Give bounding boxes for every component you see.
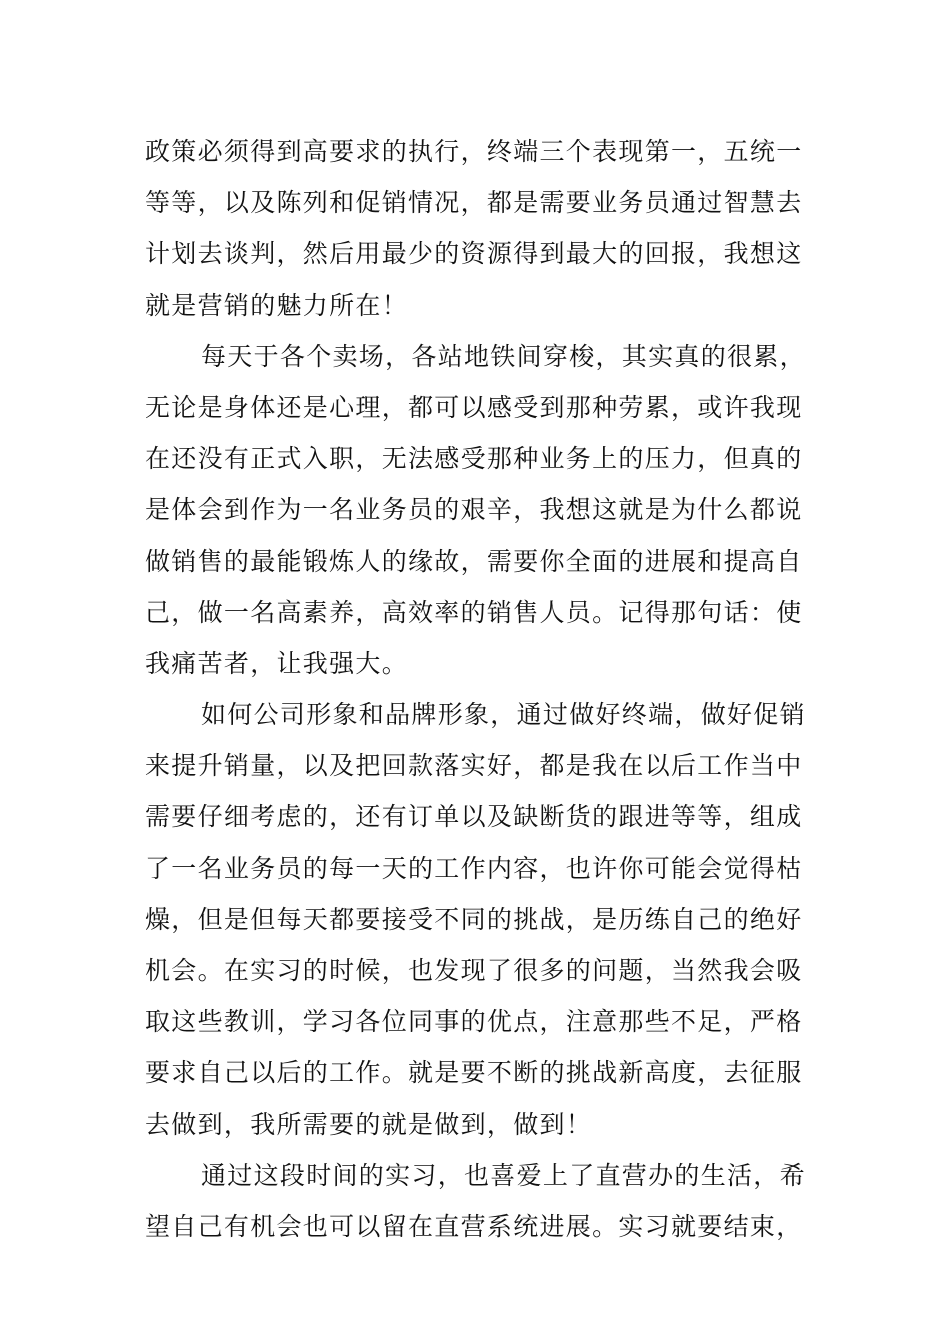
text-line: 无论是身体还是心理，都可以感受到那种劳累，或许我现 <box>145 392 803 422</box>
text-line: 需要仔细考虑的，还有订单以及缺断货的跟进等等，组成 <box>145 802 803 832</box>
text-line: 计划去谈判，然后用最少的资源得到最大的回报，我想这 <box>145 239 803 269</box>
text-line: 政策必须得到高要求的执行，终端三个表现第一，五统一 <box>145 137 803 166</box>
text-line: 我痛苦者，让我强大。 <box>145 648 409 678</box>
text-line: 机会。在实习的时候，也发现了很多的问题，当然我会吸 <box>145 956 803 985</box>
document-body <box>145 126 810 1252</box>
text-line: 就是营销的魅力所在！ <box>145 290 409 320</box>
text-line: 通过这段时间的实习，也喜爱上了直营办的生活，希 <box>201 1160 806 1190</box>
text-line: 做销售的最能锻炼人的缘故，需要你全面的进展和提高自 <box>145 546 803 576</box>
text-line: 己，做一名高素养，高效率的销售人员。记得那句话：使 <box>145 597 803 627</box>
text-line: 取这些教训，学习各位同事的优点，注意那些不足，严格 <box>145 1007 803 1037</box>
text-line: 在还没有正式入职，无法感受那种业务上的压力，但真的 <box>145 444 803 474</box>
text-line: 去做到，我所需要的就是做到，做到！ <box>145 1109 593 1139</box>
text-line: 燥，但是但每天都要接受不同的挑战，是历练自己的绝好 <box>145 904 803 934</box>
text-line: 了一名业务员的每一天的工作内容，也许你可能会觉得枯 <box>145 853 803 883</box>
text-line: 如何公司形象和品牌形象，通过做好终端，做好促销 <box>201 700 806 730</box>
text-line: 来提升销量，以及把回款落实好，都是我在以后工作当中 <box>145 751 803 781</box>
text-line: 是体会到作为一名业务员的艰辛，我想这就是为什么都说 <box>145 495 803 525</box>
text-line: 等等，以及陈列和促销情况，都是需要业务员通过智慧去 <box>145 188 803 218</box>
text-line: 每天于各个卖场，各站地铁间穿梭，其实真的很累， <box>201 341 806 371</box>
text-line: 要求自己以后的工作。就是要不断的挑战新高度，去征服 <box>145 1058 803 1088</box>
text-line: 望自己有机会也可以留在直营系统进展。实习就要结束， <box>145 1211 803 1241</box>
